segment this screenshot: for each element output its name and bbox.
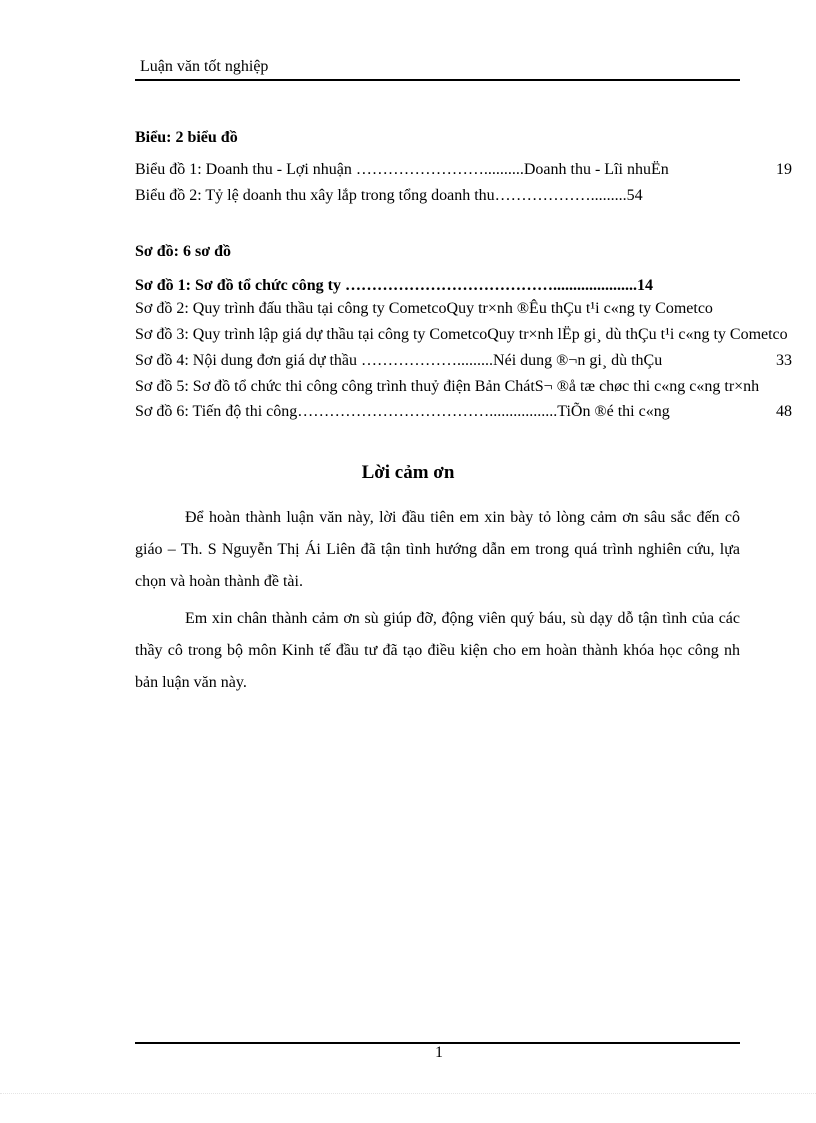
acknowledgement-title: Lời cảm ơn [361, 462, 455, 483]
chart-entry-1-page: 19 [776, 161, 792, 178]
diagram-entry-6-page: 48 [776, 403, 792, 420]
diagram-entry-4: Sơ đồ 4: Nội dung đơn giá dự thầu ……………….........Néi dung ®¬n gi¸ dù thÇu [135, 352, 663, 369]
header-rule [135, 79, 740, 81]
acknowledgement-paragraph-2: Em xin chân thành cảm ơn sù giúp đỡ, động viên quý báu, sù dạy dỗ tận tình của các thầy cô trong bộ môn Kinh tế đầu tư đã tạo điều kiện cho em hoàn thành khóa học công nh bản luận văn này. [135, 610, 740, 691]
acknowledgement-body [135, 502, 740, 699]
diagrams-heading: Sơ đồ: 6 sơ đồ [135, 243, 231, 260]
chart-entry-2: Biểu đồ 2: Tỷ lệ doanh thu xây lắp trong tổng doanh thu……………….........54 [135, 187, 643, 204]
diagram-entry-6: Sơ đồ 6: Tiến độ thi công……………………………….................TiÕn ®é thi c«ng [135, 403, 670, 420]
charts-heading: Biểu: 2 biểu đồ [135, 129, 238, 146]
chart-entry-1: Biểu đồ 1: Doanh thu - Lợi nhuận ……………………..........Doanh thu - Lîi nhuËn [135, 161, 669, 178]
page-number: 1 [435, 1044, 443, 1061]
diagram-entry-5: Sơ đồ 5: Sơ đồ tổ chức thi công công trình thuỷ điện Bản ChátS¬ ®å tæ chøc thi c«ng c«ng tr×nh [135, 378, 760, 395]
diagram-entry-1: Sơ đồ 1: Sơ đồ tổ chức công ty ………………………………….....................14 [135, 277, 653, 294]
acknowledgement-paragraph-1: Để hoàn thành luận văn này, lời đầu tiên em xin bày tỏ lòng cảm ơn sâu sắc đến cô giáo – Th. S Nguyễn Thị Ái Liên đã tận tình hướng dẫn em trong quá trình nghiên cứu, lựa chọn và hoàn thành đề tài. [135, 509, 740, 590]
diagram-entry-4-page: 33 [776, 352, 792, 369]
running-header: Luận văn tốt nghiệp [140, 58, 269, 75]
diagram-entry-2: Sơ đồ 2: Quy trình đấu thầu tại công ty CometcoQuy tr×nh ®Êu thÇu t¹i c«ng ty Cometco [135, 300, 713, 317]
page-edge [0, 1093, 816, 1094]
diagram-entry-3: Sơ đồ 3: Quy trình lập giá dự thầu tại công ty CometcoQuy tr×nh lËp gi¸ dù thÇu t¹i c«ng ty Cometco [135, 326, 788, 343]
